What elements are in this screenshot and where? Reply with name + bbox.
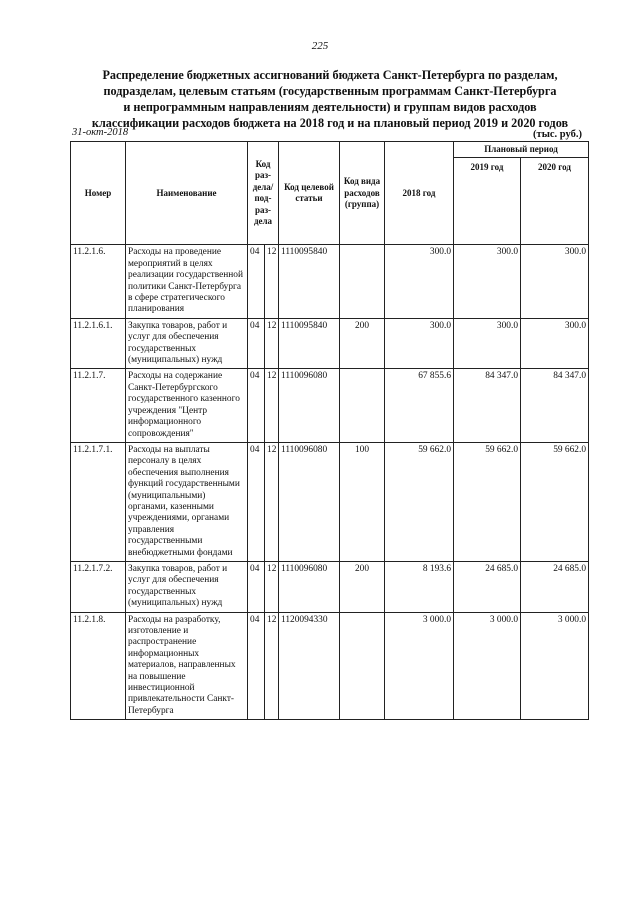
row-amount-2018: 3 000.0 xyxy=(385,612,454,720)
row-amount-2019: 59 662.0 xyxy=(454,442,521,561)
row-subsection: 12 xyxy=(265,245,279,318)
units-label: (тыс. руб.) xyxy=(533,129,582,140)
row-amount-2020: 3 000.0 xyxy=(521,612,589,720)
table-row xyxy=(71,369,589,442)
row-name: Расходы на содержание Санкт-Петербургского государственного казенного учреждения "Центр информационного сопровождения" xyxy=(126,369,248,442)
header-section-code: Код раз- дела/ под- раз- дела xyxy=(248,142,279,245)
header-expense-type-code: Код вида расходов (группа) xyxy=(340,142,385,245)
row-subsection: 12 xyxy=(265,612,279,720)
row-amount-2018: 8 193.6 xyxy=(385,561,454,612)
row-amount-2018: 59 662.0 xyxy=(385,442,454,561)
row-amount-2019: 84 347.0 xyxy=(454,369,521,442)
row-name: Расходы на выплаты персоналу в целях обеспечения выполнения функций государственными (муниципальными) органами, казенными учреждениями, органами управления государственными внебюджетными фондами xyxy=(126,442,248,561)
row-section: 04 xyxy=(248,318,265,369)
document-title xyxy=(60,67,600,131)
table-row xyxy=(71,318,589,369)
row-expense-type xyxy=(340,245,385,318)
row-target-code: 1110096080 xyxy=(279,369,340,442)
row-subsection: 12 xyxy=(265,318,279,369)
title-line: подразделам, целевым статьям (государственным программам Санкт-Петербурга xyxy=(103,84,557,98)
row-name: Закупка товаров, работ и услуг для обеспечения государственных (муниципальных) нужд xyxy=(126,561,248,612)
table-row xyxy=(71,561,589,612)
row-amount-2020: 24 685.0 xyxy=(521,561,589,612)
row-name: Закупка товаров, работ и услуг для обеспечения государственных (муниципальных) нужд xyxy=(126,318,248,369)
row-amount-2018: 300.0 xyxy=(385,245,454,318)
date-stamp: 31-окт-2018 xyxy=(72,127,129,138)
row-section: 04 xyxy=(248,442,265,561)
row-target-code: 1110095840 xyxy=(279,245,340,318)
row-subsection: 12 xyxy=(265,561,279,612)
title-line: Распределение бюджетных ассигнований бюджета Санкт-Петербурга по разделам, xyxy=(102,68,558,82)
row-number: 11.2.1.6. xyxy=(71,245,126,318)
row-expense-type xyxy=(340,612,385,720)
row-amount-2020: 300.0 xyxy=(521,245,589,318)
table-row xyxy=(71,442,589,561)
row-amount-2020: 300.0 xyxy=(521,318,589,369)
header-number: Номер xyxy=(71,142,126,245)
row-section: 04 xyxy=(248,561,265,612)
row-amount-2020: 59 662.0 xyxy=(521,442,589,561)
header-year-2019: 2019 год xyxy=(454,158,521,245)
row-amount-2019: 300.0 xyxy=(454,245,521,318)
row-amount-2018: 67 855.6 xyxy=(385,369,454,442)
budget-table xyxy=(70,141,589,720)
row-amount-2019: 3 000.0 xyxy=(454,612,521,720)
row-expense-type: 100 xyxy=(340,442,385,561)
page-number: 225 xyxy=(311,40,329,52)
row-target-code: 1110096080 xyxy=(279,561,340,612)
row-section: 04 xyxy=(248,612,265,720)
title-line: классификации расходов бюджета на 2018 год и на плановый период 2019 и 2020 годов xyxy=(91,116,569,130)
header-target-code: Код целевой статьи xyxy=(279,142,340,245)
row-amount-2020: 84 347.0 xyxy=(521,369,589,442)
header-year-2018: 2018 год xyxy=(385,142,454,245)
row-number: 11.2.1.7.2. xyxy=(71,561,126,612)
header-name: Наименование xyxy=(126,142,248,245)
row-subsection: 12 xyxy=(265,369,279,442)
row-target-code: 1120094330 xyxy=(279,612,340,720)
row-target-code: 1110096080 xyxy=(279,442,340,561)
row-number: 11.2.1.7. xyxy=(71,369,126,442)
row-number: 11.2.1.8. xyxy=(71,612,126,720)
row-target-code: 1110095840 xyxy=(279,318,340,369)
row-number: 11.2.1.7.1. xyxy=(71,442,126,561)
header-year-2020: 2020 год xyxy=(521,158,589,245)
row-amount-2018: 300.0 xyxy=(385,318,454,369)
row-section: 04 xyxy=(248,369,265,442)
table-row xyxy=(71,245,589,318)
title-line: и непрограммным направлениям деятельности) и группам видов расходов xyxy=(123,100,537,114)
row-expense-type: 200 xyxy=(340,318,385,369)
row-expense-type xyxy=(340,369,385,442)
table-row xyxy=(71,612,589,720)
row-name: Расходы на проведение мероприятий в целях реализации государственной политики Санкт-Петербурга в сфере стратегического планирования xyxy=(126,245,248,318)
row-expense-type: 200 xyxy=(340,561,385,612)
row-section: 04 xyxy=(248,245,265,318)
row-amount-2019: 24 685.0 xyxy=(454,561,521,612)
row-amount-2019: 300.0 xyxy=(454,318,521,369)
row-name: Расходы на разработку, изготовление и распространение информационных материалов, направленных на повышение инвестиционной привлекательности Санкт-Петербурга xyxy=(126,612,248,720)
row-subsection: 12 xyxy=(265,442,279,561)
header-planned-period: Плановый период xyxy=(454,142,589,158)
row-number: 11.2.1.6.1. xyxy=(71,318,126,369)
